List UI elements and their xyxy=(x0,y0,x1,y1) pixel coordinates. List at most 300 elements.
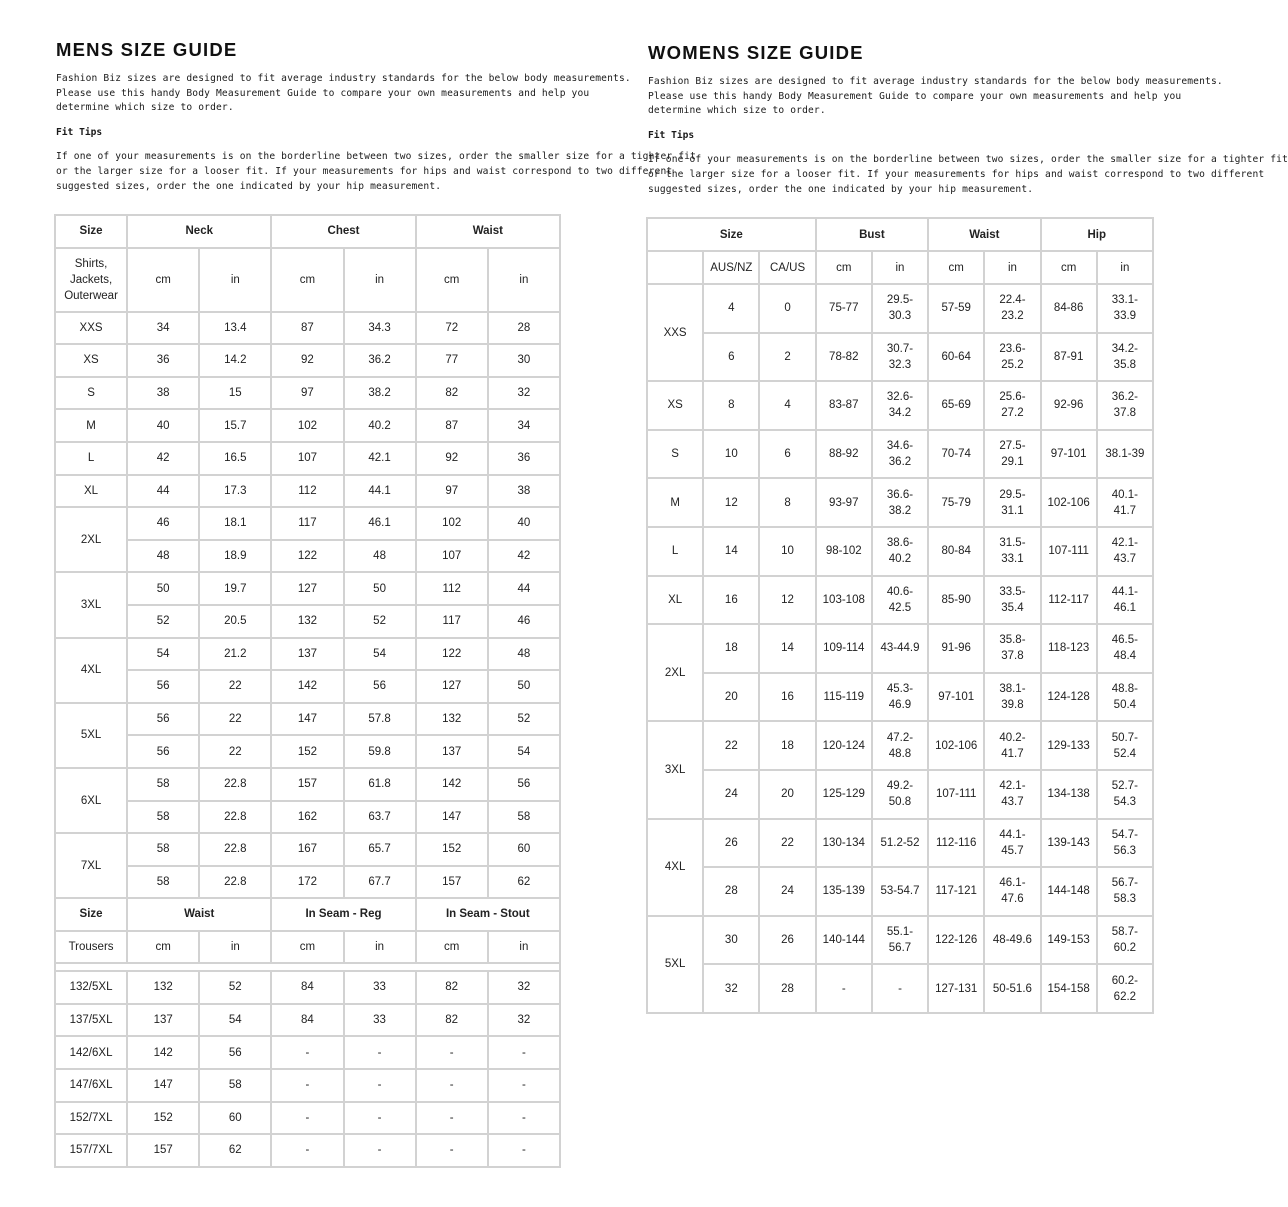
value-cell: 130-134 xyxy=(816,819,872,868)
value-cell: 46.5- 48.4 xyxy=(1097,624,1153,673)
value-cell: 107-111 xyxy=(1041,527,1097,576)
value-cell: 63.7 xyxy=(344,801,416,834)
table-row xyxy=(55,971,560,1004)
value-cell: 120-124 xyxy=(816,721,872,770)
header-waist: Waist xyxy=(127,898,271,931)
value-cell: 103-108 xyxy=(816,576,872,625)
value-cell: 127 xyxy=(416,670,488,703)
unit-header: CA/US xyxy=(759,251,815,284)
mens-title: MENS SIZE GUIDE xyxy=(56,39,238,60)
value-cell: 40.2- 41.7 xyxy=(984,721,1040,770)
size-cell: 2XL xyxy=(647,624,703,721)
size-cell: L xyxy=(55,442,127,475)
value-cell: 31.5- 33.1 xyxy=(984,527,1040,576)
value-cell: 46 xyxy=(127,507,199,540)
size-subheader-line: Shirts, xyxy=(74,257,108,270)
value-cell: 142 xyxy=(127,1036,199,1069)
value-cell: 122 xyxy=(416,638,488,671)
value-cell: 78-82 xyxy=(816,333,872,382)
value-cell: 16.5 xyxy=(199,442,271,475)
value-cell: 42.1- 43.7 xyxy=(984,770,1040,819)
table-row xyxy=(55,735,560,768)
value-cell: 28 xyxy=(488,312,560,345)
value-cell: 24 xyxy=(759,867,815,916)
value-cell: 65-69 xyxy=(928,381,984,430)
value-cell: 8 xyxy=(703,381,759,430)
table-row xyxy=(55,768,560,801)
value-cell: 56 xyxy=(488,768,560,801)
value-cell: - xyxy=(488,1134,560,1167)
value-cell: 52 xyxy=(488,703,560,736)
value-cell: 97-101 xyxy=(928,673,984,722)
mens-intro-line: Please use this handy Body Measurement Guide to compare your own measurements and help you xyxy=(56,87,590,99)
value-cell: 152 xyxy=(271,735,343,768)
value-cell: 65.7 xyxy=(344,833,416,866)
value-cell: 58.7- 60.2 xyxy=(1097,916,1153,965)
value-cell: 53-54.7 xyxy=(872,867,928,916)
value-cell: - xyxy=(344,1069,416,1102)
value-cell: - xyxy=(344,1134,416,1167)
value-cell: 149-153 xyxy=(1041,916,1097,965)
value-cell: 12 xyxy=(703,478,759,527)
table-row xyxy=(647,673,1153,722)
size-cell: 5XL xyxy=(55,703,127,768)
unit-header: cm xyxy=(928,251,984,284)
value-cell: 23.6- 25.2 xyxy=(984,333,1040,382)
value-cell: 38.6- 40.2 xyxy=(872,527,928,576)
value-cell: 58 xyxy=(127,768,199,801)
spacer xyxy=(55,963,560,971)
value-cell: 88-92 xyxy=(816,430,872,479)
header-inseam-stout: In Seam - Stout xyxy=(416,898,560,931)
value-cell: 125-129 xyxy=(816,770,872,819)
value-cell: 38 xyxy=(488,475,560,508)
value-cell: 147 xyxy=(271,703,343,736)
table-row xyxy=(647,430,1153,479)
unit-header: in xyxy=(984,251,1040,284)
value-cell: 107 xyxy=(271,442,343,475)
value-cell: 62 xyxy=(199,1134,271,1167)
value-cell: 80-84 xyxy=(928,527,984,576)
value-cell: 124-128 xyxy=(1041,673,1097,722)
size-cell: 3XL xyxy=(647,721,703,818)
value-cell: 51.2-52 xyxy=(872,819,928,868)
value-cell: 102-106 xyxy=(928,721,984,770)
value-cell: 137 xyxy=(416,735,488,768)
value-cell: 140-144 xyxy=(816,916,872,965)
value-cell: 42 xyxy=(488,540,560,573)
value-cell: 54 xyxy=(488,735,560,768)
value-cell: 84 xyxy=(271,1004,343,1037)
value-cell: 54 xyxy=(127,638,199,671)
value-cell: - xyxy=(872,964,928,1013)
value-cell: 112 xyxy=(271,475,343,508)
value-cell: 29.5- 30.3 xyxy=(872,284,928,333)
value-cell: 14.2 xyxy=(199,344,271,377)
value-cell: - xyxy=(416,1134,488,1167)
value-cell: 60-64 xyxy=(928,333,984,382)
value-cell: 34.6- 36.2 xyxy=(872,430,928,479)
header-waist: Waist xyxy=(928,218,1040,251)
table-row xyxy=(647,819,1153,868)
value-cell: 58 xyxy=(488,801,560,834)
size-cell: 4XL xyxy=(647,819,703,916)
value-cell: 20 xyxy=(759,770,815,819)
value-cell: 14 xyxy=(703,527,759,576)
womens-intro-line: Please use this handy Body Measurement Guide to compare your own measurements and help you xyxy=(648,90,1182,102)
size-cell: 2XL xyxy=(55,507,127,572)
table-row xyxy=(55,670,560,703)
table-row xyxy=(55,866,560,899)
size-cell: 157/7XL xyxy=(55,1134,127,1167)
value-cell: 22 xyxy=(199,670,271,703)
mens-fit-tips xyxy=(56,150,696,194)
value-cell: 77 xyxy=(416,344,488,377)
value-cell: 30 xyxy=(703,916,759,965)
value-cell: 4 xyxy=(759,381,815,430)
value-cell: 22.8 xyxy=(199,768,271,801)
value-cell: 87 xyxy=(416,409,488,442)
value-cell: 56 xyxy=(127,670,199,703)
size-subheader xyxy=(55,248,127,312)
value-cell: 147 xyxy=(416,801,488,834)
value-cell: 152 xyxy=(127,1102,199,1135)
value-cell: 19.7 xyxy=(199,572,271,605)
table-row xyxy=(55,1134,560,1167)
value-cell: - xyxy=(816,964,872,1013)
value-cell: 18 xyxy=(703,624,759,673)
value-cell: - xyxy=(488,1102,560,1135)
table-row xyxy=(647,721,1153,770)
value-cell: 22 xyxy=(199,703,271,736)
unit-header: cm xyxy=(271,931,343,964)
value-cell: 46 xyxy=(488,605,560,638)
value-cell: 42.1 xyxy=(344,442,416,475)
value-cell: 26 xyxy=(703,819,759,868)
value-cell: 87-91 xyxy=(1041,333,1097,382)
value-cell: 127 xyxy=(271,572,343,605)
value-cell: 32 xyxy=(488,377,560,410)
value-cell: 52 xyxy=(344,605,416,638)
value-cell: 34.3 xyxy=(344,312,416,345)
header-inseam-reg: In Seam - Reg xyxy=(271,898,415,931)
value-cell: 28 xyxy=(703,867,759,916)
value-cell: 22.8 xyxy=(199,866,271,899)
value-cell: 30.7- 32.3 xyxy=(872,333,928,382)
table-row xyxy=(55,475,560,508)
value-cell: 129-133 xyxy=(1041,721,1097,770)
value-cell: 92 xyxy=(416,442,488,475)
value-cell: 40 xyxy=(488,507,560,540)
size-cell: XL xyxy=(55,475,127,508)
value-cell: 107 xyxy=(416,540,488,573)
value-cell: 46.1 xyxy=(344,507,416,540)
value-cell: 54 xyxy=(344,638,416,671)
value-cell: 154-158 xyxy=(1041,964,1097,1013)
value-cell: 25.6- 27.2 xyxy=(984,381,1040,430)
womens-title: WOMENS SIZE GUIDE xyxy=(648,42,864,63)
womens-intro-line: Fashion Biz sizes are designed to fit average industry standards for the below body measurements. xyxy=(648,76,1223,87)
value-cell: 38.2 xyxy=(344,377,416,410)
size-cell: 6XL xyxy=(55,768,127,833)
table-row xyxy=(647,333,1153,382)
value-cell: 2 xyxy=(759,333,815,382)
unit-header: cm xyxy=(416,931,488,964)
value-cell: 28 xyxy=(759,964,815,1013)
value-cell: 27.5- 29.1 xyxy=(984,430,1040,479)
mens-fit-tips-line: suggested sizes, order the one indicated by your hip measurement. xyxy=(56,180,442,192)
value-cell: 142 xyxy=(416,768,488,801)
size-cell: XXS xyxy=(647,284,703,381)
size-cell: 152/7XL xyxy=(55,1102,127,1135)
value-cell: - xyxy=(271,1102,343,1135)
value-cell: 147 xyxy=(127,1069,199,1102)
table-row xyxy=(647,527,1153,576)
value-cell: 36 xyxy=(488,442,560,475)
value-cell: 20 xyxy=(703,673,759,722)
table-row xyxy=(647,478,1153,527)
value-cell: 142 xyxy=(271,670,343,703)
value-cell: 62 xyxy=(488,866,560,899)
value-cell: 135-139 xyxy=(816,867,872,916)
womens-fit-tips-line: If one of your measurements is on the borderline between two sizes, order the smaller size for a tighter fit xyxy=(648,154,1288,166)
unit-header: in xyxy=(199,248,271,312)
value-cell: 91-96 xyxy=(928,624,984,673)
table-row xyxy=(55,344,560,377)
size-cell: XS xyxy=(55,344,127,377)
unit-header: in xyxy=(872,251,928,284)
size-cell: S xyxy=(55,377,127,410)
value-cell: 16 xyxy=(703,576,759,625)
value-cell: 97 xyxy=(416,475,488,508)
value-cell: 40 xyxy=(127,409,199,442)
value-cell: 58 xyxy=(127,866,199,899)
value-cell: 26 xyxy=(759,916,815,965)
value-cell: 60.2- 62.2 xyxy=(1097,964,1153,1013)
value-cell: 58 xyxy=(127,833,199,866)
value-cell: 82 xyxy=(416,377,488,410)
header-bust: Bust xyxy=(816,218,928,251)
value-cell: 32 xyxy=(703,964,759,1013)
table-row xyxy=(647,576,1153,625)
value-cell: 157 xyxy=(127,1134,199,1167)
womens-fit-tips-line: or the larger size for a looser fit. If your measurements for hips and waist correspond to two different xyxy=(648,168,1265,180)
mens-intro xyxy=(56,72,631,116)
header-size: Size xyxy=(55,898,127,931)
value-cell: 20.5 xyxy=(199,605,271,638)
table-row xyxy=(647,381,1153,430)
value-cell: 38.1-39 xyxy=(1097,430,1153,479)
value-cell: 48 xyxy=(127,540,199,573)
table-row xyxy=(55,507,560,540)
value-cell: - xyxy=(488,1036,560,1069)
value-cell: - xyxy=(416,1102,488,1135)
value-cell: 36.2- 37.8 xyxy=(1097,381,1153,430)
value-cell: 92-96 xyxy=(1041,381,1097,430)
value-cell: 157 xyxy=(271,768,343,801)
unit-header: cm xyxy=(416,248,488,312)
size-cell: L xyxy=(647,527,703,576)
value-cell: 22.8 xyxy=(199,801,271,834)
size-cell: 3XL xyxy=(55,572,127,637)
mens-fit-tips-heading: Fit Tips xyxy=(56,127,103,139)
value-cell: 67.7 xyxy=(344,866,416,899)
value-cell: 44 xyxy=(127,475,199,508)
value-cell: 33.5- 35.4 xyxy=(984,576,1040,625)
value-cell: - xyxy=(271,1036,343,1069)
table-row xyxy=(55,1036,560,1069)
size-cell: M xyxy=(55,409,127,442)
table-row xyxy=(55,1004,560,1037)
value-cell: 56 xyxy=(199,1036,271,1069)
value-cell: 48-49.6 xyxy=(984,916,1040,965)
size-cell: 132/5XL xyxy=(55,971,127,1004)
value-cell: 48 xyxy=(488,638,560,671)
value-cell: 144-148 xyxy=(1041,867,1097,916)
value-cell: 34 xyxy=(127,312,199,345)
value-cell: 34 xyxy=(488,409,560,442)
value-cell: 36.2 xyxy=(344,344,416,377)
value-cell: 52 xyxy=(127,605,199,638)
header-waist: Waist xyxy=(416,215,560,248)
value-cell: 45.3- 46.9 xyxy=(872,673,928,722)
value-cell: - xyxy=(416,1036,488,1069)
value-cell: 132 xyxy=(416,703,488,736)
size-cell: 5XL xyxy=(647,916,703,1013)
value-cell: 54 xyxy=(199,1004,271,1037)
value-cell: 18.1 xyxy=(199,507,271,540)
value-cell: 56 xyxy=(127,703,199,736)
table-row xyxy=(55,833,560,866)
value-cell: 61.8 xyxy=(344,768,416,801)
value-cell: 132 xyxy=(271,605,343,638)
value-cell: 57-59 xyxy=(928,284,984,333)
value-cell: 36.6- 38.2 xyxy=(872,478,928,527)
size-subheader-line: Outerwear xyxy=(64,289,118,302)
size-cell: 137/5XL xyxy=(55,1004,127,1037)
value-cell: 60 xyxy=(199,1102,271,1135)
value-cell: 54.7- 56.3 xyxy=(1097,819,1153,868)
value-cell: 30 xyxy=(488,344,560,377)
header-chest: Chest xyxy=(271,215,415,248)
value-cell: 85-90 xyxy=(928,576,984,625)
value-cell: 47.2- 48.8 xyxy=(872,721,928,770)
value-cell: 157 xyxy=(416,866,488,899)
mens-size-guide xyxy=(56,38,696,1157)
value-cell: 33 xyxy=(344,1004,416,1037)
value-cell: 42 xyxy=(127,442,199,475)
size-cell: S xyxy=(647,430,703,479)
value-cell: 137 xyxy=(271,638,343,671)
value-cell: 48.8- 50.4 xyxy=(1097,673,1153,722)
header-size: Size xyxy=(647,218,816,251)
value-cell: 29.5- 31.1 xyxy=(984,478,1040,527)
unit-header: AUS/NZ xyxy=(703,251,759,284)
size-cell: 4XL xyxy=(55,638,127,703)
value-cell: 38.1- 39.8 xyxy=(984,673,1040,722)
table-row xyxy=(647,964,1153,1013)
value-cell: 22 xyxy=(759,819,815,868)
value-cell: 92 xyxy=(271,344,343,377)
value-cell: 33 xyxy=(344,971,416,1004)
value-cell: 56 xyxy=(127,735,199,768)
value-cell: 6 xyxy=(759,430,815,479)
value-cell: 18.9 xyxy=(199,540,271,573)
value-cell: 122 xyxy=(271,540,343,573)
table-row xyxy=(55,312,560,345)
value-cell: 36 xyxy=(127,344,199,377)
value-cell: 82 xyxy=(416,971,488,1004)
value-cell: 162 xyxy=(271,801,343,834)
value-cell: 50-51.6 xyxy=(984,964,1040,1013)
value-cell: 52.7- 54.3 xyxy=(1097,770,1153,819)
size-cell: 142/6XL xyxy=(55,1036,127,1069)
value-cell: 152 xyxy=(416,833,488,866)
value-cell: 139-143 xyxy=(1041,819,1097,868)
table-row xyxy=(55,572,560,605)
size-cell: 7XL xyxy=(55,833,127,898)
value-cell: 32 xyxy=(488,1004,560,1037)
unit-header: cm xyxy=(816,251,872,284)
value-cell: 44.1- 46.1 xyxy=(1097,576,1153,625)
value-cell: 118-123 xyxy=(1041,624,1097,673)
table-row xyxy=(55,638,560,671)
unit-header: in xyxy=(199,931,271,964)
value-cell: - xyxy=(271,1069,343,1102)
table-row xyxy=(55,540,560,573)
value-cell: 93-97 xyxy=(816,478,872,527)
size-cell: M xyxy=(647,478,703,527)
unit-header: cm xyxy=(1041,251,1097,284)
table-row xyxy=(55,409,560,442)
value-cell: 48 xyxy=(344,540,416,573)
value-cell: 56 xyxy=(344,670,416,703)
value-cell: 115-119 xyxy=(816,673,872,722)
value-cell: - xyxy=(344,1036,416,1069)
value-cell: 4 xyxy=(703,284,759,333)
size-cell: XL xyxy=(647,576,703,625)
value-cell: 58 xyxy=(127,801,199,834)
value-cell: 46.1- 47.6 xyxy=(984,867,1040,916)
value-cell: 98-102 xyxy=(816,527,872,576)
table-row xyxy=(55,442,560,475)
value-cell: 102-106 xyxy=(1041,478,1097,527)
unit-header: cm xyxy=(271,248,343,312)
value-cell: 112 xyxy=(416,572,488,605)
value-cell: 40.6- 42.5 xyxy=(872,576,928,625)
mens-intro-line: Fashion Biz sizes are designed to fit average industry standards for the below body measurements. xyxy=(56,73,631,84)
value-cell: 117 xyxy=(271,507,343,540)
value-cell: 83-87 xyxy=(816,381,872,430)
value-cell: 82 xyxy=(416,1004,488,1037)
value-cell: - xyxy=(344,1102,416,1135)
value-cell: 15.7 xyxy=(199,409,271,442)
value-cell: 12 xyxy=(759,576,815,625)
value-cell: 107-111 xyxy=(928,770,984,819)
value-cell: 40.1- 41.7 xyxy=(1097,478,1153,527)
value-cell: 122-126 xyxy=(928,916,984,965)
value-cell: 10 xyxy=(759,527,815,576)
table-row xyxy=(55,1102,560,1135)
value-cell: 117 xyxy=(416,605,488,638)
value-cell: 57.8 xyxy=(344,703,416,736)
womens-fit-tips-heading: Fit Tips xyxy=(648,130,695,142)
table-row xyxy=(647,867,1153,916)
value-cell: 75-77 xyxy=(816,284,872,333)
value-cell: 22.8 xyxy=(199,833,271,866)
womens-intro xyxy=(648,75,1223,119)
value-cell: 59.8 xyxy=(344,735,416,768)
